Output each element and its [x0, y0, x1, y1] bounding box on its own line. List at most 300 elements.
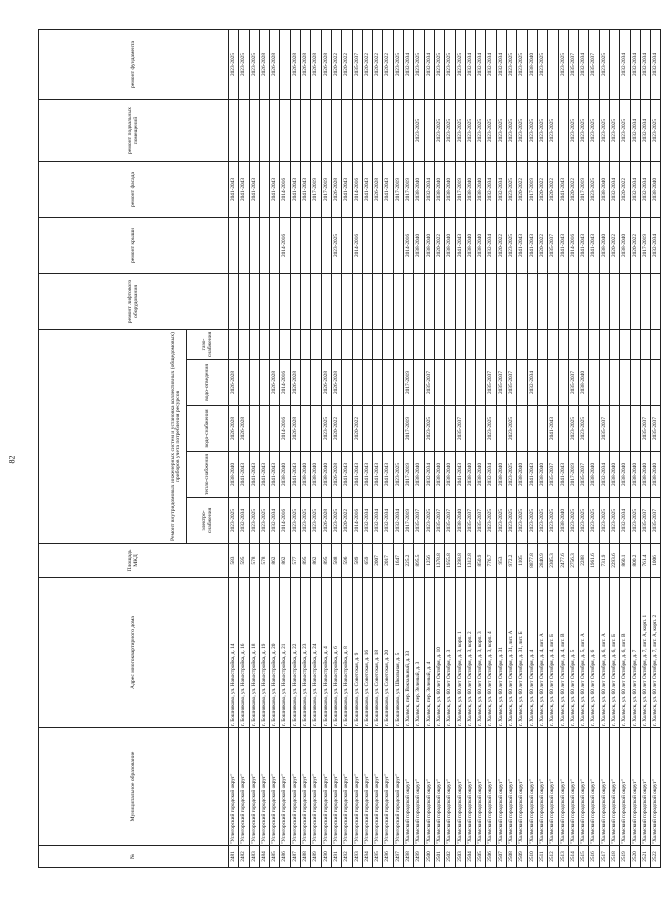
electro-cell: 2032-2034 [362, 498, 372, 544]
roof-cell [362, 218, 372, 274]
foundation-cell: 2023-2025 [249, 30, 259, 100]
electro-cell: 2035-2037 [434, 498, 444, 544]
roof-cell [249, 218, 259, 274]
area-cell: 2288 [579, 544, 589, 578]
heat-cell: 2017-2019 [404, 452, 414, 498]
water-cell: 2023-2025 [568, 406, 578, 452]
heat-cell: 2038-2040 [321, 452, 331, 498]
table-row [362, 30, 372, 868]
foundation-cell: 2032-2034 [476, 30, 486, 100]
gas-cell [424, 330, 434, 360]
basement-cell: 2023-2025 [589, 100, 599, 162]
basement-cell [393, 100, 403, 162]
municipality-cell: "Углегорский городской округ" [290, 728, 300, 846]
electro-cell: 2023-2025 [568, 498, 578, 544]
water-cell: 2020-2022 [352, 406, 362, 452]
elevator-cell [568, 274, 578, 330]
address-cell: г. Бошняково, ул. Советская, д. 9 [352, 578, 362, 728]
municipality-cell: "Углегорский городской округ" [373, 728, 383, 846]
row-number: 2521 [640, 846, 650, 868]
heat-cell: 2041-2043 [259, 452, 269, 498]
table-row [548, 30, 558, 868]
area-cell: 895.5 [414, 544, 424, 578]
table-row [630, 30, 640, 868]
table-row [445, 30, 455, 868]
foundation-cell: 2023-2025 [537, 30, 547, 100]
electro-cell: 2032-2034 [383, 498, 393, 544]
row-number: 2515 [579, 846, 589, 868]
elevator-cell [239, 274, 249, 330]
water-cell [249, 406, 259, 452]
heat-cell: 2038-2040 [445, 452, 455, 498]
basement-cell: 2023-2025 [527, 100, 537, 162]
sewer-cell [630, 360, 640, 406]
foundation-cell: 2020-2022 [383, 30, 393, 100]
basement-cell [249, 100, 259, 162]
municipality-cell: "Холмский городской округ" [404, 728, 414, 846]
gas-cell [455, 330, 465, 360]
foundation-cell: 2020-2022 [373, 30, 383, 100]
header-elevator: ремонт лифтового оборудования [39, 274, 229, 330]
roof-cell [290, 218, 300, 274]
area-cell: 589 [352, 544, 362, 578]
elevator-cell [393, 274, 403, 330]
facade-cell: 2038-2040 [414, 162, 424, 218]
row-number: 2505 [476, 846, 486, 868]
water-cell [373, 406, 383, 452]
header-municipality: Муниципальное образование [39, 728, 229, 846]
area-cell: 953 [496, 544, 506, 578]
elevator-cell [445, 274, 455, 330]
electro-cell: 2035-2037 [445, 498, 455, 544]
gas-cell [558, 330, 568, 360]
table-row [229, 30, 239, 868]
foundation-cell: 2026-2028 [301, 30, 311, 100]
facade-cell: 2017-2019 [404, 162, 414, 218]
elevator-cell [259, 274, 269, 330]
municipality-cell: "Холмский городской округ" [445, 728, 455, 846]
electro-cell: 2014-2016 [352, 498, 362, 544]
sewer-cell [414, 360, 424, 406]
sewer-cell: 2014-2016 [280, 360, 290, 406]
foundation-cell: 2032-2034 [651, 30, 661, 100]
area-cell: 2756.3 [568, 544, 578, 578]
foundation-cell: 2023-2025 [455, 30, 465, 100]
basement-cell [558, 100, 568, 162]
page-number: 82 [7, 455, 17, 464]
gas-cell [434, 330, 444, 360]
foundation-cell: 2023-2025 [558, 30, 568, 100]
heat-cell: 2041-2043 [558, 452, 568, 498]
sewer-cell: 2032-2034 [527, 360, 537, 406]
row-number: 2487 [290, 846, 300, 868]
elevator-cell [630, 274, 640, 330]
electro-cell: 2023-2025 [599, 498, 609, 544]
basement-cell: 2023-2025 [486, 100, 496, 162]
heat-cell: 2035-2037 [579, 452, 589, 498]
municipality-cell: "Углегорский городской округ" [393, 728, 403, 846]
header-num: № [39, 846, 229, 868]
elevator-cell [229, 274, 239, 330]
table-row [434, 30, 444, 868]
area-cell: 1955.8 [445, 544, 455, 578]
facade-cell: 2041-2043 [290, 162, 300, 218]
row-number: 2495 [373, 846, 383, 868]
elevator-cell [249, 274, 259, 330]
water-cell: 2023-2025 [424, 406, 434, 452]
address-cell: г. Холмск, ул. 60 лет Октября, д. 6, лит. А [599, 578, 609, 728]
electro-cell: 2023-2025 [301, 498, 311, 544]
facade-cell [259, 162, 269, 218]
facade-cell: 2041-2043 [249, 162, 259, 218]
row-number: 2517 [599, 846, 609, 868]
row-number: 2486 [280, 846, 290, 868]
area-cell: 578 [249, 544, 259, 578]
basement-cell [362, 100, 372, 162]
address-cell: г. Бошняково, ул. Школьная, д. 5 [393, 578, 403, 728]
facade-cell: 2038-2040 [476, 162, 486, 218]
elevator-cell [558, 274, 568, 330]
area-cell: 596 [342, 544, 352, 578]
elevator-cell [517, 274, 527, 330]
roof-cell: 2014-2016 [568, 218, 578, 274]
water-cell: 2026-2028 [229, 406, 239, 452]
foundation-cell: 2038-2040 [527, 30, 537, 100]
roof-cell: 2038-2040 [476, 218, 486, 274]
electro-cell: 2023-2025 [486, 498, 496, 544]
elevator-cell [579, 274, 589, 330]
electro-cell: 2023-2025 [229, 498, 239, 544]
table-row [517, 30, 527, 868]
roof-cell: 2017-2019 [640, 218, 650, 274]
municipality-cell: "Холмский городской округ" [640, 728, 650, 846]
gas-cell [589, 330, 599, 360]
foundation-cell: 2035-2037 [568, 30, 578, 100]
heat-cell: 2041-2043 [342, 452, 352, 498]
roof-cell: 2038-2040 [445, 218, 455, 274]
row-number: 2482 [239, 846, 249, 868]
basement-cell: 2032-2034 [630, 100, 640, 162]
address-cell: г. Холмск, пер. Зеленый, д. 4 [424, 578, 434, 728]
heat-cell: 2038-2040 [589, 452, 599, 498]
elevator-cell [331, 274, 341, 330]
heat-cell: 2038-2040 [651, 452, 661, 498]
area-cell: 1105 [517, 544, 527, 578]
heat-cell: 2038-2040 [311, 452, 321, 498]
row-number: 2496 [383, 846, 393, 868]
table-row [280, 30, 290, 868]
gas-cell [599, 330, 609, 360]
basement-cell [342, 100, 352, 162]
basement-cell [424, 100, 434, 162]
area-cell: 2477.6 [558, 544, 568, 578]
sewer-cell [548, 360, 558, 406]
row-number: 2494 [362, 846, 372, 868]
facade-cell: 2038-2040 [434, 162, 444, 218]
water-cell [342, 406, 352, 452]
elevator-cell [414, 274, 424, 330]
foundation-cell: 2032-2034 [496, 30, 506, 100]
gas-cell [651, 330, 661, 360]
roof-cell: 2020-2022 [609, 218, 619, 274]
water-cell [496, 406, 506, 452]
roof-cell: 2032-2034 [486, 218, 496, 274]
table-row [527, 30, 537, 868]
sewer-cell: 2026-2028 [270, 360, 280, 406]
gas-cell [352, 330, 362, 360]
area-cell: 1312.8 [465, 544, 475, 578]
municipality-cell: "Холмский городской округ" [599, 728, 609, 846]
roof-cell [270, 218, 280, 274]
roof-cell: 2041-2043 [517, 218, 527, 274]
roof-cell [311, 218, 321, 274]
heat-cell: 2038-2040 [434, 452, 444, 498]
facade-cell: 2041-2043 [301, 162, 311, 218]
foundation-cell: 2023-2025 [414, 30, 424, 100]
municipality-cell: "Холмский городской округ" [568, 728, 578, 846]
municipality-cell: "Углегорский городской округ" [321, 728, 331, 846]
table-row [239, 30, 249, 868]
roof-cell [239, 218, 249, 274]
roof-cell: 2032-2034 [651, 218, 661, 274]
basement-cell: 2023-2025 [568, 100, 578, 162]
basement-cell: 2023-2025 [476, 100, 486, 162]
sewer-cell [476, 360, 486, 406]
facade-cell: 2041-2043 [270, 162, 280, 218]
foundation-cell: 2032-2034 [640, 30, 650, 100]
basement-cell [280, 100, 290, 162]
facade-cell: 2038-2040 [599, 162, 609, 218]
foundation-cell: 2035-2037 [352, 30, 362, 100]
water-cell: 2023-2025 [579, 406, 589, 452]
sewer-cell [465, 360, 475, 406]
foundation-cell: 2023-2025 [507, 30, 517, 100]
elevator-cell [362, 274, 372, 330]
foundation-cell [609, 30, 619, 100]
gas-cell [445, 330, 455, 360]
sewer-cell [362, 360, 372, 406]
roof-cell: 2020-2022 [434, 218, 444, 274]
address-cell: г. Бошняково, ул. Новостройка, д. 8 [342, 578, 352, 728]
electro-cell: 2023-2025 [331, 498, 341, 544]
table-row [311, 30, 321, 868]
gas-cell [404, 330, 414, 360]
elevator-cell [352, 274, 362, 330]
facade-cell: 2023-2025 [589, 162, 599, 218]
basement-cell: 2023-2025 [609, 100, 619, 162]
municipality-cell: "Холмский городской округ" [537, 728, 547, 846]
address-cell: г. Холмск, ул. 60 лет Октября, д. 4, лит. А [537, 578, 547, 728]
gas-cell [568, 330, 578, 360]
electro-cell: 2035-2037 [651, 498, 661, 544]
facade-cell: 2017-2019 [311, 162, 321, 218]
elevator-cell [640, 274, 650, 330]
sewer-cell [342, 360, 352, 406]
facade-cell: 2041-2043 [342, 162, 352, 218]
address-cell: г. Бошняково, ул. Новостройка, д. 19 [259, 578, 269, 728]
heat-cell: 2038-2040 [301, 452, 311, 498]
water-cell: 2035-2037 [599, 406, 609, 452]
row-number: 2506 [486, 846, 496, 868]
foundation-cell: 2032-2034 [424, 30, 434, 100]
address-cell: г. Холмск, ул. 60 лет Октября, д. 3 [445, 578, 455, 728]
sewer-cell [239, 360, 249, 406]
header-water: водо-снабжения [187, 406, 229, 452]
roof-cell [229, 218, 239, 274]
sewer-cell [383, 360, 393, 406]
water-cell [537, 406, 547, 452]
table-row [259, 30, 269, 868]
basement-cell: 2023-2025 [434, 100, 444, 162]
gas-cell [393, 330, 403, 360]
municipality-cell: "Холмский городской округ" [496, 728, 506, 846]
heat-cell: 2023-2025 [393, 452, 403, 498]
electro-cell: 2035-2037 [640, 498, 650, 544]
elevator-cell [383, 274, 393, 330]
area-cell: 225.2 [404, 544, 414, 578]
elevator-cell [537, 274, 547, 330]
row-number: 2509 [517, 846, 527, 868]
basement-cell: 2023-2025 [599, 100, 609, 162]
municipality-cell: "Холмский городской округ" [465, 728, 475, 846]
table-row [373, 30, 383, 868]
elevator-cell [599, 274, 609, 330]
area-cell: 2293.6 [609, 544, 619, 578]
facade-cell: 2032-2034 [630, 162, 640, 218]
municipality-cell: "Холмский городской округ" [414, 728, 424, 846]
area-cell: 862 [311, 544, 321, 578]
electro-cell: 2023-2025 [527, 498, 537, 544]
row-number: 2499 [414, 846, 424, 868]
table-row [476, 30, 486, 868]
elevator-cell [486, 274, 496, 330]
roof-cell [393, 218, 403, 274]
facade-cell: 2038-2040 [445, 162, 455, 218]
area-cell: 588 [331, 544, 341, 578]
heat-cell: 2038-2040 [537, 452, 547, 498]
heat-cell: 2032-2034 [599, 452, 609, 498]
table-row [507, 30, 517, 868]
area-cell: 1378.8 [434, 544, 444, 578]
header-gas: газо-снабжения [187, 330, 229, 360]
row-number: 2492 [342, 846, 352, 868]
elevator-cell [321, 274, 331, 330]
address-cell: г. Бошняково, ул. Новостройка, д. 4 [321, 578, 331, 728]
elevator-cell [455, 274, 465, 330]
elevator-cell [301, 274, 311, 330]
gas-cell [640, 330, 650, 360]
gas-cell [280, 330, 290, 360]
foundation-cell: 2023-2025 [239, 30, 249, 100]
roof-cell: 2038-2040 [620, 218, 630, 274]
table-row [383, 30, 393, 868]
area-cell: 895 [321, 544, 331, 578]
row-number: 2488 [301, 846, 311, 868]
row-number: 2520 [630, 846, 640, 868]
sewer-cell [651, 360, 661, 406]
water-cell: 2020-2022 [331, 406, 341, 452]
electro-cell: 2023-2025 [311, 498, 321, 544]
header-area: Площадь МКД [39, 544, 229, 578]
facade-cell: 2020-2022 [568, 162, 578, 218]
electro-cell: 2032-2034 [373, 498, 383, 544]
heat-cell: 2017-2019 [568, 452, 578, 498]
municipality-cell: "Углегорский городской округ" [342, 728, 352, 846]
address-cell: г. Холмск, ул. 60 лет Октября, д. 5 [568, 578, 578, 728]
municipality-cell: "Холмский городской округ" [517, 728, 527, 846]
area-cell: 578 [259, 544, 269, 578]
water-cell [259, 406, 269, 452]
foundation-cell [280, 30, 290, 100]
electro-cell: 2035-2037 [476, 498, 486, 544]
address-cell: г. Бошняково, ул. Советская, д. 16 [362, 578, 372, 728]
water-cell [414, 406, 424, 452]
elevator-cell [527, 274, 537, 330]
water-cell [311, 406, 321, 452]
roof-cell: 2038-2040 [599, 218, 609, 274]
area-cell: 1961.6 [589, 544, 599, 578]
header-engineering-systems: Ремонт внутридомовых инженерных систем и установка коллективных (общедомовых) приборов учета потребления ресурсов [39, 330, 187, 544]
sewer-cell [517, 360, 527, 406]
table-row [393, 30, 403, 868]
row-number: 2483 [249, 846, 259, 868]
sewer-cell: 2026-2028 [290, 360, 300, 406]
foundation-cell: 2023-2025 [445, 30, 455, 100]
facade-cell: 2032-2034 [496, 162, 506, 218]
table-row [640, 30, 650, 868]
foundation-cell: 2023-2025 [517, 30, 527, 100]
electro-cell: 2032-2034 [620, 498, 630, 544]
gas-cell [486, 330, 496, 360]
gas-cell [537, 330, 547, 360]
address-cell: г. Бошняково, ул. Новостройка, д. 23 [301, 578, 311, 728]
area-cell: 2840.9 [537, 544, 547, 578]
heat-cell: 2032-2034 [424, 452, 434, 498]
roof-cell: 2014-2016 [352, 218, 362, 274]
heat-cell: 2038-2040 [496, 452, 506, 498]
area-cell: 972.2 [507, 544, 517, 578]
header-basement: ремонт подвальных помещений [39, 100, 229, 162]
facade-cell: 2041-2043 [362, 162, 372, 218]
table-row [558, 30, 568, 868]
address-cell: г. Холмск, ул. 60 лет Октября, д. 4 [527, 578, 537, 728]
foundation-cell: 2032-2034 [630, 30, 640, 100]
water-cell [362, 406, 372, 452]
address-cell: г. Бошняково, ул. Советская, д. 20 [383, 578, 393, 728]
heat-cell: 2038-2040 [476, 452, 486, 498]
address-cell: г. Бошняково, ул. Новостройка, д. 14 [229, 578, 239, 728]
roof-cell [373, 218, 383, 274]
heat-cell: 2041-2043 [239, 452, 249, 498]
elevator-cell [270, 274, 280, 330]
water-cell: 2014-2016 [280, 406, 290, 452]
roof-cell: 2038-2040 [414, 218, 424, 274]
municipality-cell: "Холмский городской округ" [424, 728, 434, 846]
gas-cell [579, 330, 589, 360]
sewer-cell [301, 360, 311, 406]
row-number: 2514 [568, 846, 578, 868]
area-cell: 583 [229, 544, 239, 578]
table-row [579, 30, 589, 868]
sewer-cell [609, 360, 619, 406]
electro-cell: 2023-2025 [424, 498, 434, 544]
electro-cell: 2014-2016 [280, 498, 290, 544]
gas-cell [383, 330, 393, 360]
basement-cell: 2023-2025 [620, 100, 630, 162]
address-cell: г. Холмск, ул. 60 лет Октября, д. 31 [496, 578, 506, 728]
area-cell: 2007 [373, 544, 383, 578]
sewer-cell [259, 360, 269, 406]
